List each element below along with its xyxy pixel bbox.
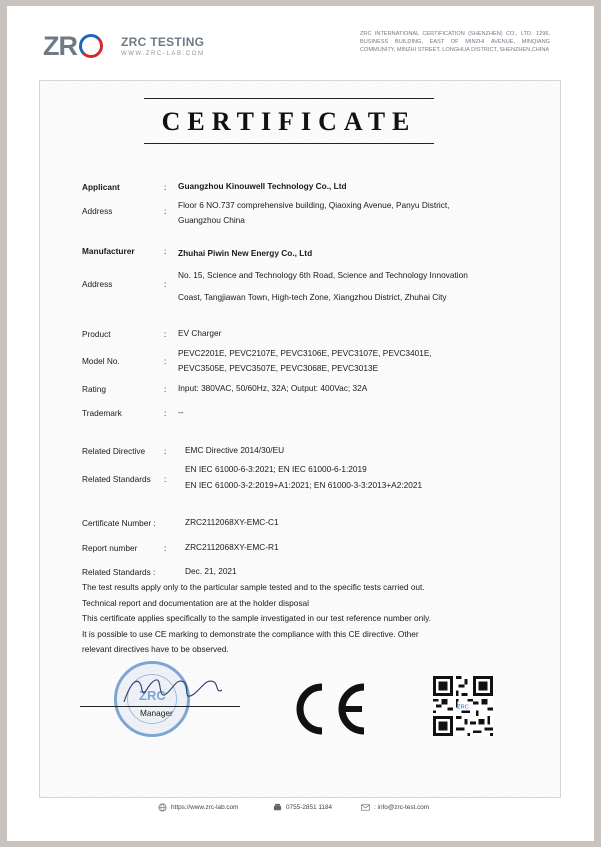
date-value: Dec. 21, 2021 [185, 566, 237, 576]
applicant-address-label: Address [82, 206, 113, 216]
rating-label: Rating [82, 384, 106, 394]
footer-phone[interactable] [273, 803, 332, 812]
colon: : [164, 246, 167, 256]
manufacturer-address-line1: No. 15, Science and Technology 6th Road, Science and Technology Innovation [178, 270, 468, 280]
notes [82, 580, 502, 658]
note-line: It is possible to use CE marking to demonstrate the compliance with this CE directive. Other [82, 628, 419, 639]
standards-line2: EN IEC 61000-3-2:2019+A1:2021; EN 61000-3-3:2013+A2:2021 [185, 480, 423, 490]
applicant-address-line2: Guangzhou China [178, 215, 245, 225]
qr-label: ZRC [457, 704, 469, 711]
mail-icon [361, 803, 370, 812]
ce-mark-icon [288, 681, 368, 737]
signature [118, 672, 228, 708]
colon: : [164, 206, 167, 216]
zrc-logo: Z R [43, 30, 105, 62]
colon: : [164, 279, 167, 289]
note-line: This certificate applies specifically to the sample investigated in our test reference number only. [82, 613, 431, 623]
phone-text: 0755-2851 1184 [286, 804, 333, 811]
colon: : [164, 329, 167, 339]
colon: : [164, 356, 167, 366]
trademark-value: -- [178, 407, 184, 417]
globe-icon [158, 803, 167, 812]
applicant-label: Applicant [82, 182, 120, 192]
website-text: https://www.zrc-lab.com [171, 804, 239, 811]
applicant-address-line1: Floor 6 NO.737 comprehensive building, Qiaoxing Avenue, Panyu District, [178, 200, 450, 210]
note-line: The test results apply only to the particular sample tested and to the specific tests carried out. [82, 582, 425, 592]
phone-icon [273, 803, 282, 812]
product-value: EV Charger [178, 328, 222, 338]
footer-website[interactable] [158, 803, 238, 812]
certificate-number-label: Certificate Number : [82, 518, 156, 528]
manager-label: Manager [140, 708, 173, 718]
header [7, 6, 594, 76]
title-block [144, 98, 434, 144]
directive-label: Related Directive [82, 446, 146, 456]
standards-line1: EN IEC 61000-6-3:2021; EN IEC 61000-6-1:2019 [185, 464, 367, 474]
manufacturer-label: Manufacturer [82, 246, 135, 256]
colon: : [164, 408, 167, 418]
company-address: ZRC INTERNATIONAL CERTIFICATION (SHENZHEN) CO., LTD. 1296, BUSINESS BUILDING, EAST OF MINZHI AVENUE, MINQIANG COMMUNITY, MINZHI STREET, LONGHUA DISTRICT, SHENZHEN,CHINA [360, 31, 550, 53]
model-line2: PEVC3505E, PEVC3507E, PEVC3068E, PEVC3013E [178, 363, 379, 373]
note-line: Technical report and documentation are at the holder disposal [82, 597, 309, 608]
colon: : [164, 446, 167, 456]
manufacturer-address-label: Address [82, 279, 113, 289]
footer-email[interactable] [361, 803, 429, 812]
model-line1: PEVC2201E, PEVC2107E, PEVC3106E, PEVC3107E, PEVC3401E, [178, 348, 432, 358]
qr-code-icon [433, 676, 493, 736]
note-line: relevant directives have to be observed. [82, 644, 229, 654]
colon: : [164, 384, 167, 394]
certificate-number-value: ZRC2112068XY-EMC-C1 [185, 517, 279, 527]
model-label: Model No. [82, 356, 120, 366]
title-bottom-rule [144, 143, 434, 144]
colon: : [164, 543, 167, 553]
report-number-value: ZRC2112068XY-EMC-R1 [185, 542, 279, 552]
signature-line [80, 706, 240, 707]
manufacturer-address-line2: Coast, Tangjiawan Town, High-tech Zone, Xiangzhou District, Zhuhai City [178, 292, 447, 302]
logo-text [121, 35, 205, 57]
report-number-label: Report number [82, 543, 138, 553]
date-label: Related Standards : [82, 567, 156, 577]
email-text: : info@zrc-test.com [374, 804, 430, 811]
product-label: Product [82, 329, 111, 339]
certificate-title: CERTIFICATE [161, 107, 417, 136]
applicant-value: Guangzhou Kinouwell Technology Co., Ltd [178, 181, 347, 191]
colon: : [164, 474, 167, 484]
rating-value: Input: 380VAC, 50/60Hz, 32A; Output: 400Vac; 32A [178, 383, 368, 393]
standards-label: Related Standards [82, 474, 151, 484]
directive-value: EMC Directive 2014/30/EU [185, 445, 285, 455]
stamp-text: ZRC [139, 688, 166, 703]
manufacturer-value: Zhuhai Piwin New Energy Co., Ltd [178, 248, 313, 258]
trademark-label: Trademark [82, 408, 122, 418]
colon: : [164, 182, 167, 192]
company-website: WWW.ZRC-LAB.COM [121, 51, 205, 57]
company-name: ZRC TESTING [121, 35, 205, 49]
